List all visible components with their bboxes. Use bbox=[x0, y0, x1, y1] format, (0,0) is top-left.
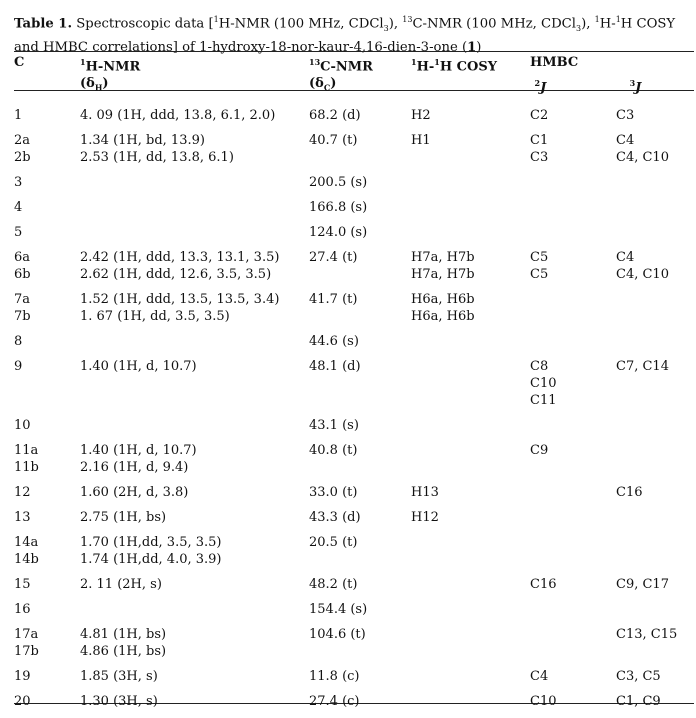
header-h-nmr bbox=[80, 54, 309, 75]
h-nmr-cell: 1.34 (1H, bd, 13.9) 2.53 (1H, dd, 13.8, 6.1) bbox=[80, 132, 234, 165]
hmbc-3j-cell: C13, C15 bbox=[616, 626, 678, 642]
c-nmr-cell: 154.4 (s) bbox=[309, 601, 368, 617]
hmbc-3j-cell bbox=[616, 199, 694, 224]
subheader-empty bbox=[411, 75, 530, 97]
hmbc-2j-cell bbox=[530, 417, 616, 442]
cosy-cell: H12 bbox=[411, 509, 439, 525]
caption-text: C-NMR (100 MHz, CDCl bbox=[412, 16, 576, 32]
carbon-cell: 1 bbox=[14, 107, 23, 123]
h-nmr-cell bbox=[80, 224, 309, 249]
cosy-cell bbox=[411, 199, 530, 224]
c-nmr-cell: 20.5 (t) bbox=[309, 534, 358, 550]
cosy-cell: H6a, H6b H6a, H6b bbox=[411, 291, 475, 324]
hmbc-2j-cell: C16 bbox=[530, 576, 557, 592]
carbon-cell: 5 bbox=[14, 224, 23, 240]
hmbc-3j-cell bbox=[616, 417, 694, 442]
h-nmr-cell bbox=[80, 333, 309, 358]
h-nmr-cell: 2.42 (1H, ddd, 13.3, 13.1, 3.5) 2.62 (1H, ddd, 12.6, 3.5, 3.5) bbox=[80, 249, 280, 282]
cosy-cell bbox=[411, 442, 530, 484]
c-nmr-cell: 41.7 (t) bbox=[309, 291, 358, 307]
h-nmr-cell: 1.40 (1H, d, 10.7) 2.16 (1H, d, 9.4) bbox=[80, 442, 197, 475]
hmbc-2j-cell: C9 bbox=[530, 442, 549, 458]
header-text: ) bbox=[102, 76, 109, 92]
carbon-cell: 10 bbox=[14, 417, 31, 433]
header-sup: 1 bbox=[411, 57, 417, 67]
table-row bbox=[14, 668, 694, 693]
table-row bbox=[14, 97, 694, 132]
hmbc-2j-cell bbox=[530, 484, 616, 509]
cosy-cell bbox=[411, 358, 530, 417]
hmbc-2j-cell: C2 bbox=[530, 107, 549, 123]
header-sup: 1 bbox=[80, 57, 86, 67]
table-row bbox=[14, 417, 694, 442]
header-carbon: C bbox=[14, 55, 25, 70]
subheader-3j bbox=[616, 75, 694, 97]
h-nmr-cell bbox=[80, 199, 309, 224]
table-row bbox=[14, 626, 694, 668]
h-nmr-cell: 1.40 (1H, d, 10.7) bbox=[80, 358, 197, 374]
carbon-cell: 19 bbox=[14, 668, 31, 684]
caption-sup: 1 bbox=[213, 15, 219, 24]
hmbc-2j-cell bbox=[530, 534, 616, 576]
cosy-cell bbox=[411, 333, 530, 358]
subheader-empty bbox=[14, 75, 80, 97]
c-nmr-cell: 43.3 (d) bbox=[309, 509, 361, 525]
table-row bbox=[14, 333, 694, 358]
c-nmr-cell: 27.4 (t) bbox=[309, 249, 358, 265]
header-text: H-NMR bbox=[85, 59, 141, 75]
h-nmr-cell: 1.30 (3H, s) bbox=[80, 693, 158, 709]
table-row bbox=[14, 291, 694, 333]
header-text: ) bbox=[330, 76, 337, 92]
caption-text: ) bbox=[476, 40, 482, 56]
cosy-cell bbox=[411, 224, 530, 249]
cosy-cell bbox=[411, 626, 530, 668]
hmbc-3j-cell bbox=[616, 442, 694, 484]
h-nmr-cell: 2. 11 (2H, s) bbox=[80, 576, 162, 592]
cosy-cell bbox=[411, 174, 530, 199]
caption-text: H COSY and HMBC correlations] of 1-hydroxy-18-nor-kaur-4,16-dien-3-one ( bbox=[14, 16, 676, 56]
carbon-cell: 13 bbox=[14, 509, 31, 525]
cosy-cell bbox=[411, 668, 530, 693]
h-nmr-cell bbox=[80, 601, 309, 626]
carbon-cell: 4 bbox=[14, 199, 23, 215]
carbon-cell: 6a 6b bbox=[14, 249, 31, 282]
table-row bbox=[14, 199, 694, 224]
carbon-cell: 12 bbox=[14, 484, 31, 500]
hmbc-2j-cell: C8 C10 C11 bbox=[530, 358, 557, 408]
c-nmr-cell: 27.4 (c) bbox=[309, 693, 360, 709]
table-row bbox=[14, 358, 694, 417]
header-sup: 2 bbox=[534, 78, 541, 89]
table-row bbox=[14, 509, 694, 534]
header-sub: H bbox=[94, 82, 103, 93]
hmbc-3j-cell: C9, C17 bbox=[616, 576, 669, 592]
hmbc-3j-cell bbox=[616, 509, 694, 534]
hmbc-3j-cell: C3 bbox=[616, 107, 635, 123]
hmbc-2j-cell bbox=[530, 224, 616, 249]
h-nmr-cell bbox=[80, 417, 309, 442]
hmbc-3j-cell bbox=[616, 333, 694, 358]
h-nmr-cell: 4.81 (1H, bs) 4.86 (1H, bs) bbox=[80, 626, 167, 659]
hmbc-2j-cell bbox=[530, 199, 616, 224]
caption-sup: 1 bbox=[615, 15, 621, 24]
table-row bbox=[14, 224, 694, 249]
header-text: J bbox=[540, 80, 547, 96]
c-nmr-cell: 33.0 (t) bbox=[309, 484, 358, 500]
header-c-nmr bbox=[309, 54, 411, 75]
c-nmr-cell: 40.8 (t) bbox=[309, 442, 358, 458]
hmbc-2j-cell: C5 C5 bbox=[530, 249, 549, 282]
carbon-cell: 20 bbox=[14, 693, 31, 709]
carbon-cell: 16 bbox=[14, 601, 31, 617]
header-sup: 13 bbox=[309, 57, 321, 67]
table-row bbox=[14, 576, 694, 601]
c-nmr-cell: 48.2 (t) bbox=[309, 576, 358, 592]
carbon-cell: 15 bbox=[14, 576, 31, 592]
subheader-delta-h bbox=[80, 75, 309, 97]
hmbc-2j-cell bbox=[530, 601, 616, 626]
header-text: H- bbox=[416, 59, 435, 75]
hmbc-3j-cell: C4 C4, C10 bbox=[616, 249, 669, 282]
cosy-cell bbox=[411, 534, 530, 576]
cosy-cell: H1 bbox=[411, 132, 431, 148]
c-nmr-cell: 40.7 (t) bbox=[309, 132, 358, 148]
table-top-rule bbox=[14, 51, 694, 52]
header-sup: 3 bbox=[629, 78, 636, 89]
h-nmr-cell: 1.52 (1H, ddd, 13.5, 13.5, 3.4) 1. 67 (1H, dd, 3.5, 3.5) bbox=[80, 291, 280, 324]
carbon-cell: 3 bbox=[14, 174, 23, 190]
c-nmr-cell: 68.2 (d) bbox=[309, 107, 361, 123]
subheader-delta-c bbox=[309, 75, 411, 97]
hmbc-3j-cell bbox=[616, 601, 694, 626]
cosy-cell bbox=[411, 576, 530, 601]
caption-text: Spectroscopic data [ bbox=[72, 16, 214, 32]
table-header-row bbox=[14, 54, 694, 75]
caption-text: H-NMR (100 MHz, CDCl bbox=[218, 16, 384, 32]
hmbc-3j-cell bbox=[616, 224, 694, 249]
carbon-cell: 9 bbox=[14, 358, 23, 374]
table-row bbox=[14, 442, 694, 484]
table-label: Table 1. bbox=[14, 16, 73, 32]
hmbc-2j-cell: C1 C3 bbox=[530, 132, 549, 165]
header-cosy bbox=[411, 54, 530, 75]
table-row bbox=[14, 132, 694, 174]
hmbc-3j-cell: C4 C4, C10 bbox=[616, 132, 669, 165]
h-nmr-cell bbox=[80, 174, 309, 199]
hmbc-3j-cell bbox=[616, 291, 694, 333]
c-nmr-cell: 43.1 (s) bbox=[309, 417, 359, 433]
table-caption bbox=[14, 10, 694, 57]
hmbc-3j-cell: C16 bbox=[616, 484, 643, 500]
hmbc-2j-cell bbox=[530, 291, 616, 333]
compound-number: 1 bbox=[467, 40, 477, 56]
hmbc-2j-cell: C10 bbox=[530, 693, 557, 709]
hmbc-2j-cell bbox=[530, 174, 616, 199]
table-row bbox=[14, 484, 694, 509]
header-text: J bbox=[635, 80, 642, 96]
hmbc-3j-cell bbox=[616, 534, 694, 576]
hmbc-3j-cell: C7, C14 bbox=[616, 358, 669, 374]
caption-sub: 3 bbox=[383, 24, 389, 34]
h-nmr-cell: 2.75 (1H, bs) bbox=[80, 509, 167, 525]
hmbc-2j-cell bbox=[530, 509, 616, 534]
caption-sub: 3 bbox=[576, 24, 582, 34]
h-nmr-cell: 1.85 (3H, s) bbox=[80, 668, 158, 684]
carbon-cell: 14a 14b bbox=[14, 534, 39, 567]
carbon-cell: 17a 17b bbox=[14, 626, 39, 659]
cosy-cell bbox=[411, 693, 530, 718]
cosy-cell: H13 bbox=[411, 484, 439, 500]
caption-sup: 13 bbox=[402, 15, 413, 24]
header-sup: 1 bbox=[434, 57, 440, 67]
h-nmr-cell: 4. 09 (1H, ddd, 13.8, 6.1, 2.0) bbox=[80, 107, 276, 123]
table-body bbox=[14, 97, 694, 718]
c-nmr-cell: 200.5 (s) bbox=[309, 174, 368, 190]
header-hmbc: HMBC bbox=[530, 55, 579, 70]
carbon-cell: 8 bbox=[14, 333, 23, 349]
hmbc-2j-cell: C4 bbox=[530, 668, 549, 684]
c-nmr-cell: 104.6 (t) bbox=[309, 626, 366, 642]
table-row bbox=[14, 534, 694, 576]
c-nmr-cell: 44.6 (s) bbox=[309, 333, 359, 349]
caption-sup: 1 bbox=[594, 15, 600, 24]
nmr-data-table bbox=[14, 54, 694, 718]
hmbc-3j-cell bbox=[616, 174, 694, 199]
cosy-cell: H2 bbox=[411, 107, 431, 123]
c-nmr-cell: 11.8 (c) bbox=[309, 668, 360, 684]
table-row bbox=[14, 174, 694, 199]
carbon-cell: 11a 11b bbox=[14, 442, 39, 475]
table-row bbox=[14, 249, 694, 291]
cosy-cell bbox=[411, 601, 530, 626]
caption-text: H- bbox=[599, 16, 616, 32]
header-empty bbox=[616, 54, 694, 75]
hmbc-2j-cell bbox=[530, 333, 616, 358]
carbon-cell: 7a 7b bbox=[14, 291, 31, 324]
table-subheader-row bbox=[14, 75, 694, 97]
cosy-cell bbox=[411, 417, 530, 442]
header-text: C-NMR bbox=[320, 59, 373, 75]
hmbc-3j-cell: C3, C5 bbox=[616, 668, 661, 684]
hmbc-3j-cell: C1, C9 bbox=[616, 693, 661, 709]
header-sub: C bbox=[323, 82, 331, 93]
header-text: (δ bbox=[309, 76, 324, 92]
cosy-cell: H7a, H7b H7a, H7b bbox=[411, 249, 475, 282]
c-nmr-cell: 166.8 (s) bbox=[309, 199, 368, 215]
carbon-cell: 2a 2b bbox=[14, 132, 31, 165]
caption-text: ), bbox=[581, 16, 595, 32]
header-text: H COSY bbox=[439, 59, 497, 75]
caption-text: ), bbox=[388, 16, 403, 32]
hmbc-2j-cell bbox=[530, 626, 616, 668]
header-text: (δ bbox=[80, 76, 95, 92]
h-nmr-cell: 1.60 (2H, d, 3.8) bbox=[80, 484, 189, 500]
table-row bbox=[14, 693, 694, 718]
table-row bbox=[14, 601, 694, 626]
h-nmr-cell: 1.70 (1H,dd, 3.5, 3.5) 1.74 (1H,dd, 4.0, 3.9) bbox=[80, 534, 222, 567]
c-nmr-cell: 48.1 (d) bbox=[309, 358, 361, 374]
subheader-2j bbox=[530, 75, 616, 97]
c-nmr-cell: 124.0 (s) bbox=[309, 224, 368, 240]
